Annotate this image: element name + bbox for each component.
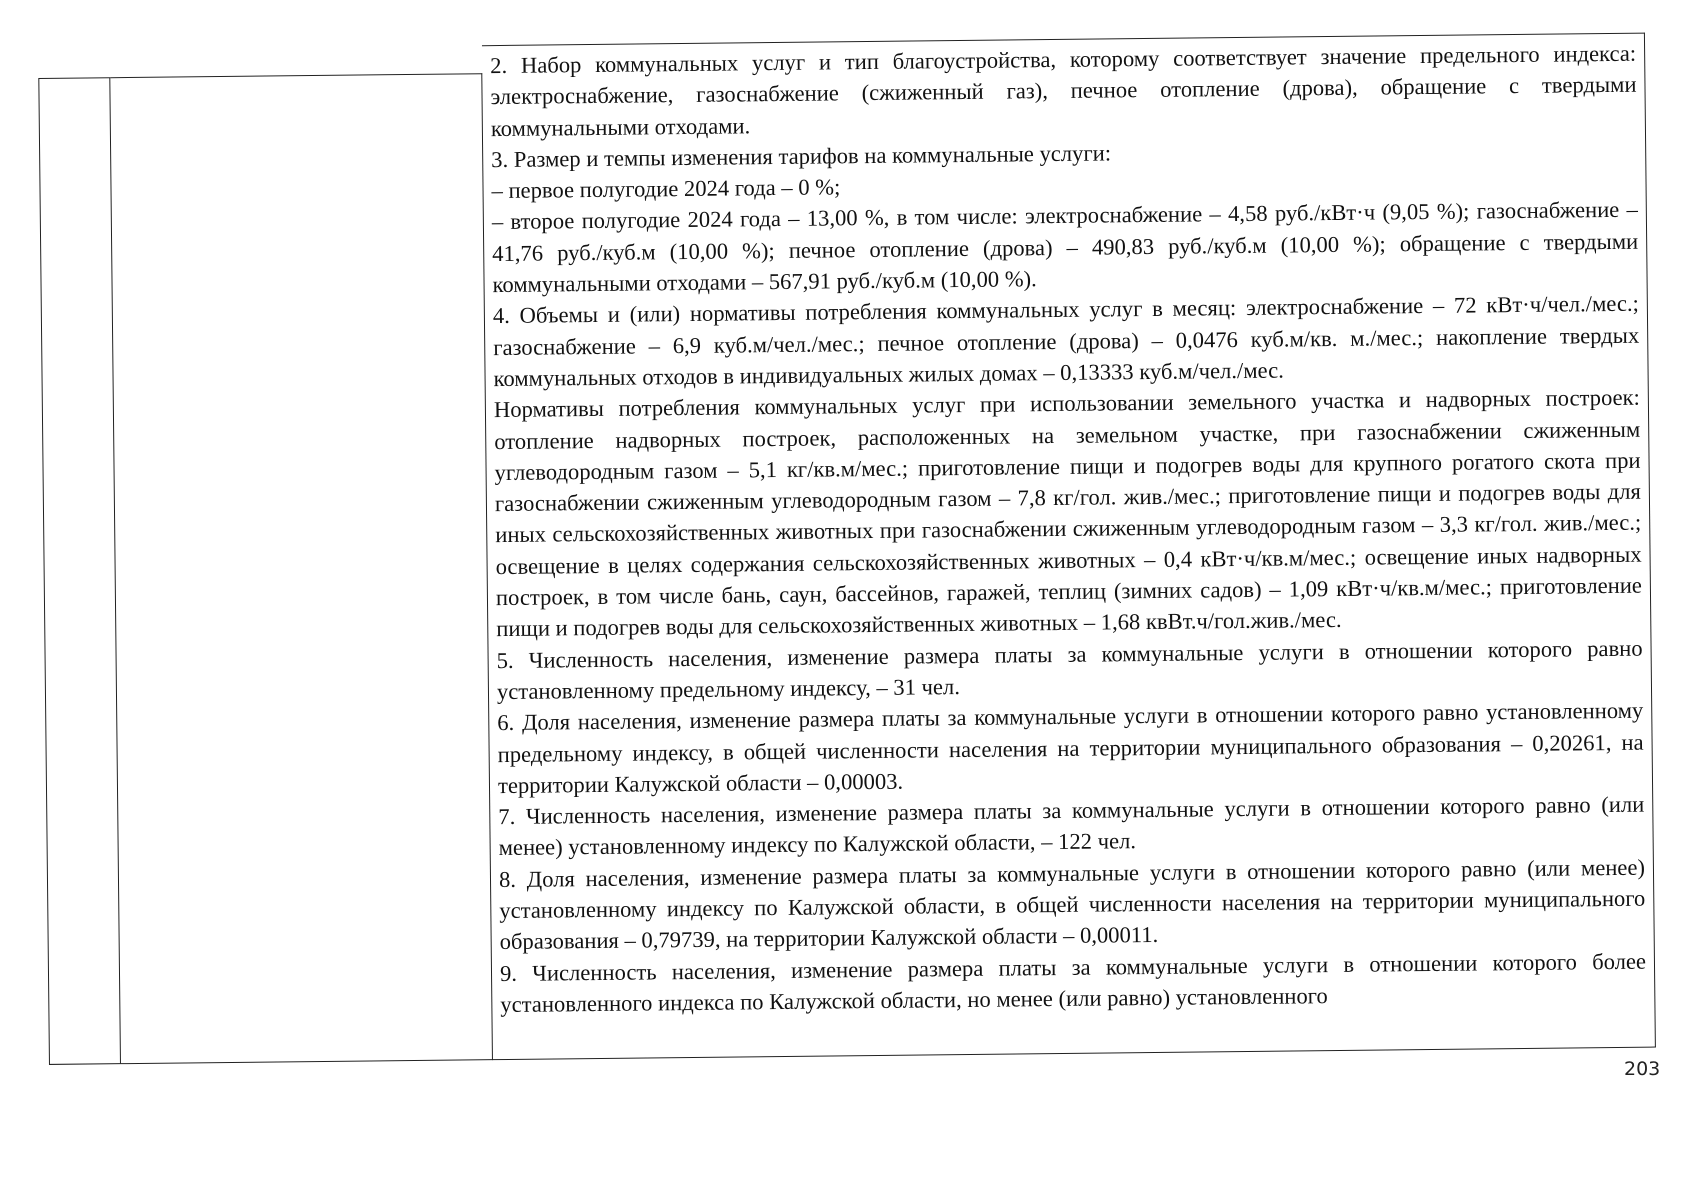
- paragraph-norms: Нормативы потребления коммунальных услуг при использовании земельного участка и надворных построек: отопление надворных построек, расположенных на земельном участке, при газоснабжении сжиженным углеводородным газом – 5,1 кг/кв.м/мес.; приготовление пищи и подогрев воды для крупного рогатого скота при газоснабжении сжиженным углеводородным газом – 7,8 кг/гол. жив./мес.; приготовление пищи и подогрев воды для иных сельскохозяйственных животных при газоснабжении сжиженным углеводородным газом – 3,3 кг/гол. жив./мес.; освещение в целях содержания сельскохозяйственных животных – 0,4 кВт·ч/кв.м/мес.; освещение иных надворных построек, в том числе бань, саун, бассейнов, гаражей, теплиц (зимних садов) – 1,09 кВт·ч/кв.м/мес.; приготовление пищи и подогрев воды для сельскохозяйственных животных – 1,68 квВт.ч/гол.жив./мес.: [493, 384, 1643, 642]
- paragraph-2: 2. Набор коммунальных услуг и тип благоустройства, которому соответствует значение предельного индекса: электроснабжение, газоснабжение (сжиженный газ), печное отопление (дрова), обращение с твердыми коммунальными отходами.: [490, 40, 1637, 141]
- table: [38, 33, 1656, 1065]
- page-number: 203: [1624, 1058, 1661, 1080]
- table-cell-content: [482, 33, 1656, 1061]
- paragraph-6: 6. Доля населения, изменение размера платы за коммунальные услуги в отношении которого равно установленному предельному индексу, в общей численности населения на территории муниципального образования – 0,20261, на территории Калужской области – 0,00003.: [497, 697, 1644, 798]
- paragraph-5: 5. Численность населения, изменение размера платы за коммунальные услуги в отношении которого равно установленному предельному индексу, – 31 чел.: [496, 635, 1643, 705]
- table-cell-name: [110, 73, 493, 1064]
- paragraph-3-first-half: – первое полугодие 2024 года – 0 %;: [491, 174, 841, 204]
- paragraph-9: 9. Численность населения, изменение размера платы за коммунальные услуги в отношении которого более установленного индекса по Калужской области, но менее (или равно) установленного: [499, 948, 1647, 1017]
- paragraph-8: 8. Доля населения, изменение размера платы за коммунальные услуги в отношении которого равно (или менее) установленному индексу по Калужской области, в общей численности населения на территории муниципального образования – 0,79739, на территории Калужской области – 0,00011.: [498, 854, 1646, 955]
- paragraph-7: 7. Численность населения, изменение размера платы за коммунальные услуги в отношении которого равно (или менее) установленному индексу по Калужской области, – 122 чел.: [498, 791, 1645, 861]
- table-cell-number: [38, 77, 121, 1065]
- paragraph-3: 3. Размер и темпы изменения тарифов на коммунальные услуги:: [491, 140, 1112, 172]
- paragraph-3-second-half: – второе полугодие 2024 года – 13,00 %, в том числе: электроснабжение – 4,58 руб./кВт·ч (9,05 %); газоснабжение – 41,76 руб./куб.м (10,00 %); печное отопление (дрова) – 490,83 руб./куб.м (10,00 %); обращение с твердыми коммунальными отходами – 567,91 руб./куб.м (10,00 %).: [491, 197, 1639, 298]
- paragraph-4: 4. Объемы и (или) нормативы потребления коммунальных услуг в месяц: электроснабжение – 72 кВт·ч/чел./мес.; газоснабжение – 6,9 куб.м/чел./мес.; печное отопление (дрова) – 0,0476 куб.м/кв. м./мес.; накопление твердых коммунальных отходов в индивидуальных жилых домах – 0,13333 куб.м/чел./мес.: [492, 291, 1640, 392]
- table-row: [38, 33, 1656, 1065]
